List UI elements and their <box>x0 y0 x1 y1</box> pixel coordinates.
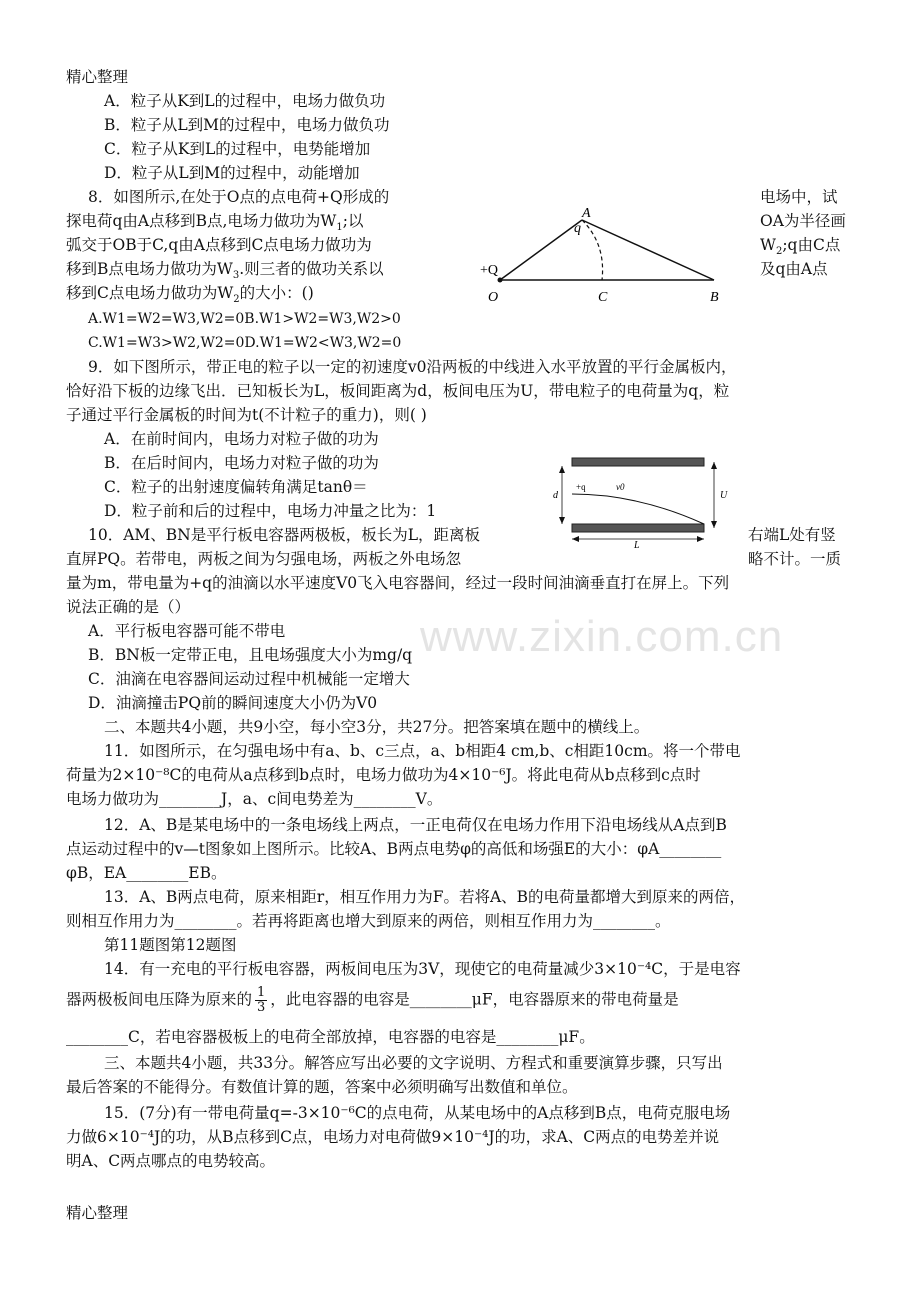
q11-line-3: 电场力做功为________J，a、c间电势差为________V。 <box>66 790 443 808</box>
q9-fig-label-u: U <box>720 490 728 501</box>
q7-option-a: A．粒子从K到L的过程中，电场力做负功 <box>104 92 386 110</box>
q14-line-2: 器两极板间电压降为原来的 $\frac{1}{3}$ ，此电容器的电容是________μF，电容器原来的带电荷量是 <box>66 985 679 1015</box>
q8-right-2: OA为半径画 <box>760 212 846 230</box>
q13-line-1: 13．A、B两点电荷，原来相距r，相互作用力为F。若将A、B的电荷量都增大到原来的两倍， <box>104 888 746 906</box>
q12-line-1: 12．A、B是某电场中的一条电场线上两点，一正电荷仅在电场力作用下沿电场线从A点到B <box>104 816 727 834</box>
q10-line-4: 说法正确的是（） <box>66 598 191 616</box>
page-header: 精心整理 <box>66 68 129 86</box>
q9-fig-label-q: +q <box>576 482 586 492</box>
q9-fig-label-v0: v0 <box>616 482 625 492</box>
q8-line-4: 移到B点电场力做功为$W_3$.则三者的做功关系以 <box>66 260 384 282</box>
q15-line-3: 明A、C两点哪点的电势较高。 <box>66 1152 276 1170</box>
q8-fig-label-q: q <box>574 221 581 236</box>
q8-fig-label-b: B <box>710 290 719 305</box>
q12-line-3: φB，EA________EB。 <box>66 864 227 882</box>
q11-line-1: 11．如图所示，在匀强电场中有a、b、c三点，a、b相距4 cm,b、c相距10cm。将一个带电 <box>104 742 741 760</box>
q10-line-2: 直屏PQ。若带电，两板之间为匀强电场，两板之外电场忽 <box>66 550 462 568</box>
page-footer: 精心整理 <box>66 1204 129 1222</box>
q9-figure <box>548 450 744 550</box>
q7-option-d: D．粒子从L到M的过程中，动能增加 <box>104 164 360 182</box>
q8-line-3: 弧交于OB于C,q由A点移到C点电场力做功为 <box>66 236 372 254</box>
q8-options-ab: A.W1=W2=W3,W2=0B.W1>W2=W3,W2>0 <box>88 311 401 327</box>
q7-option-b: B．粒子从L到M的过程中，电场力做负功 <box>104 116 390 134</box>
q10-option-a: A．平行板电容器可能不带电 <box>88 622 286 640</box>
q12-line-2: 点运动过程中的v—t图象如上图所示。比较A、B两点电势φ的高低和场强E的大小：φA________ <box>66 840 722 858</box>
q10-line-3: 量为m，带电量为+q的油滴以水平速度V0飞入电容器间，经过一段时间油滴垂直打在屏上。下列 <box>66 574 730 592</box>
q8-line-1: 8．如图所示,在处于O点的点电荷+Q形成的 <box>88 188 390 206</box>
q9-option-c: C．粒子的出射速度偏转角满足tanθ＝ <box>104 478 368 496</box>
q9-fig-label-l: L <box>634 540 640 550</box>
q8-fig-label-charge: +Q <box>480 263 499 278</box>
q9-fig-label-d: d <box>553 490 558 501</box>
q9-option-a: A．在前时间内，电场力对粒子做的功为 <box>104 430 379 448</box>
figure-caption: 第11题图第12题图 <box>104 936 237 954</box>
q10-option-b: B．BN板一定带正电，且电场强度大小为mg/q <box>88 646 413 664</box>
q14-line-3: ________C，若电容器极板上的电荷全部放掉，电容器的电容是________μF。 <box>66 1028 595 1046</box>
q9-line-3: 子通过平行金属板的时间为t(不计粒子的重力)，则( ) <box>66 406 427 424</box>
q8-line-2: 探电荷q由A点移到B点,电场力做功为$W_1$;以 <box>66 212 364 234</box>
q8-right-4: 及q由A点 <box>760 260 828 278</box>
section-3-line-1: 三、本题共4小题，共33分。解答应写出必要的文字说明、方程式和重要演算步骤，只写出 <box>104 1054 723 1072</box>
q13-line-2: 则相互作用力为________。若再将距离也增大到原来的两倍，则相互作用力为________。 <box>66 912 671 930</box>
q8-figure <box>478 200 748 310</box>
watermark: www.zixin.com.cn <box>420 612 784 661</box>
q8-right-3: $W_2;q$由C点 <box>760 236 841 258</box>
q15-line-1: 15．(7分)有一带电荷量q=-3×10⁻⁶C的点电荷，从某电场中的A点移到B点，电荷克服电场 <box>104 1104 731 1122</box>
q9-option-d: D．粒子前和后的过程中，电场力冲量之比为：1 <box>104 502 437 520</box>
q9-option-b: B．在后时间内，电场力对粒子做的功为 <box>104 454 379 472</box>
q9-line-1: 9．如下图所示，带正电的粒子以一定的初速度v0沿两板的中线进入水平放置的平行金属板内， <box>88 358 737 376</box>
q10-line-1: 10．AM、BN是平行板电容器两极板，板长为L，距离板 <box>88 526 481 544</box>
q11-line-2: 荷量为2×10⁻⁸C的电荷从a点移到b点时，电场力做功为4×10⁻⁶J。将此电荷从b点移到c点时 <box>66 766 701 784</box>
q9-line-2: 恰好沿下板的边缘飞出．已知板长为L，板间距离为d，板间电压为U，带电粒子的电荷量为q，粒 <box>66 382 730 400</box>
q7-option-c: C．粒子从K到L的过程中，电势能增加 <box>104 140 371 158</box>
q8-line-5: 移到C点电场力做功为$W_2$的大小：() <box>66 284 314 306</box>
q8-right-1: 电场中，试 <box>760 188 838 206</box>
q10-option-c: C．油滴在电容器间运动过程中机械能一定增大 <box>88 670 410 688</box>
fraction-one-third: $\frac{1}{3}$ <box>257 985 266 1015</box>
q8-fig-label-c: C <box>598 290 608 305</box>
q8-fig-label-a: A <box>582 206 591 221</box>
q10-right-1: 右端L处有竖 <box>748 526 836 544</box>
q8-options-cd: C.W1=W3>W2,W2=0D.W1=W2<W3,W2=0 <box>88 335 402 351</box>
q8-fig-label-o: O <box>488 290 499 305</box>
q14-line-1: 14．有一充电的平行板电容器，两板间电压为3V，现使它的电荷量减少3×10⁻⁴C，于是电容 <box>104 960 741 978</box>
q10-option-d: D．油滴撞击PQ前的瞬间速度大小仍为V0 <box>88 694 378 712</box>
section-3-line-2: 最后答案的不能得分。有数值计算的题，答案中必须明确写出数值和单位。 <box>66 1078 578 1096</box>
q15-line-2: 力做6×10⁻⁴J的功，从B点移到C点，电场力对电荷做9×10⁻⁴J的功，求A、C两点的电势差并说 <box>66 1128 720 1146</box>
q10-right-2: 略不计。一质 <box>748 550 842 568</box>
section-2-heading: 二、本题共4小题，共9小空，每小空3分，共27分。把答案填在题中的横线上。 <box>104 718 650 736</box>
